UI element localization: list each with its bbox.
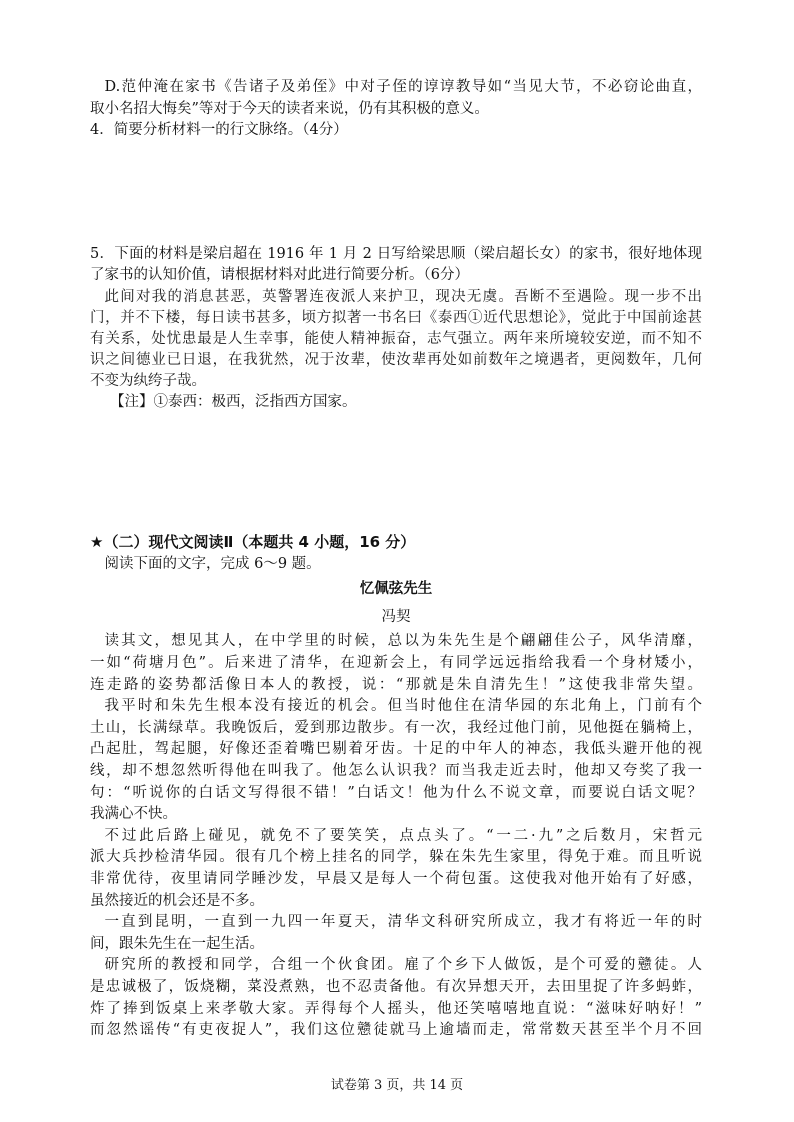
paragraph-line: 派大兵抄检清华园。很有几个榜上挂名的同学，躲在朱先生家里，得免于难。而且听说: [90, 849, 702, 866]
question-5-block: [90, 244, 702, 414]
paragraph-line: 研究所的教授和同学，合组一个伙食团。雇了个乡下人做饭，是个可爱的戆徒。人: [104, 957, 702, 974]
paragraph-line: 我平时和朱先生根本没有接近的机会。但当时他住在清华园的东北角上，门前有个: [104, 698, 702, 715]
paragraph-line: 土山，长满绿草。我晚饭后，爱到那边散步。有一次，我经过他门前，见他挺在躺椅上，: [90, 719, 702, 736]
paragraph: [90, 696, 702, 826]
paragraph-line: 间，跟朱先生在一起生活。: [90, 935, 264, 952]
letter-line: 此间对我的消息甚恶，英警署连夜派人来护卫，现决无虞。吾断不至遇险。现一步不出: [104, 288, 702, 305]
letter-line: 门，并不下楼，每日读书甚多，顷方拟著一书名曰《泰西①近代思想论》，觉此于中国前途甚: [90, 309, 702, 326]
paragraph-line: 一如“荷塘月色”。后来进了清华，在迎新会上，有同学远远指给我看一个身材矮小，: [90, 655, 702, 672]
paragraph-line: 不过此后路上碰见，就免不了要笑笑，点点头了。“一二·九”之后数月，宋哲元: [104, 827, 702, 844]
paragraph: [90, 912, 702, 955]
paragraph-line: 连走路的姿势都活像日本人的教授，说：“那就是朱自清先生！”这使我非常失望。: [90, 676, 702, 693]
paragraph-line: 而忽然谣传“有吏夜捉人”，我们这位戆徒就马上逾墙而走，常常数天甚至半个月不回: [90, 1022, 702, 1039]
letter-line: 识之间德业已日退，在我犹然，况于汝辈，使汝辈再处如前数年之境遇者，更阅数年，几何: [90, 352, 702, 369]
article-body: [90, 631, 702, 1041]
paragraph-line: 线，却不想忽然听得他在叫我了。他怎么认识我？而当我走近去时，他却又夸奖了我一: [90, 763, 702, 779]
letter-line: 有关系，处忧患最是人生幸事，能使人精神振奋，志气强立。两年来所境较安逆，而不知不: [90, 330, 702, 347]
option-d-line: 取小名招大悔矣”等对于今天的读者来说，仍有其积极的意义。: [90, 100, 489, 117]
option-d-block: [90, 77, 702, 120]
answer-space-question-4: [90, 142, 702, 244]
paragraph-line: 是忠诚极了，饭烧糊，菜没煮熟，也不忍责备他。有次异想天开，去田里捉了许多蚂蚱，: [90, 978, 702, 995]
question-5-line: 了家书的认知价值，请根据材料对此进行简要分析。（6分）: [90, 267, 469, 284]
paragraph-line: 虽然接近的机会还是不多。: [90, 892, 264, 909]
paragraph-line: 一直到昆明，一直到一九四一年夏天，清华文科研究所成立，我才有将近一年的时: [104, 914, 702, 931]
letter-line: 不变为纨绔子哉。: [90, 373, 206, 390]
reading-instruction: 阅读下面的文字，完成 6～9 题。: [104, 555, 321, 572]
paragraph: [90, 826, 702, 912]
section-heading: ★（二）现代文阅读Ⅱ（本题共 4 小题，16 分）: [90, 533, 416, 552]
paragraph-line: 炸了捧到饭桌上来孝敬大家。弄得每个人摇头，他还笑嘻嘻地直说：“滋味好呐好！”: [90, 1000, 702, 1017]
paragraph: [90, 631, 702, 696]
answer-space-question-5: [90, 414, 702, 532]
paragraph-line: 句：“听说你的白话文写得很不错！”白话文！他为什么不说文章，而要说白话文呢？: [90, 784, 702, 801]
modern-reading-section: [90, 532, 702, 1042]
liang-qichao-letter: [90, 287, 702, 393]
paragraph: [90, 955, 702, 1041]
annotation-note: 【注】①泰西：极西，泛指西方国家。: [110, 394, 357, 411]
paragraph-line: 我满心不快。: [90, 806, 177, 823]
page-footer: 试卷第 3 页，共 14 页: [330, 1078, 464, 1093]
exam-page-content: [90, 77, 702, 1042]
question-4: 4．简要分析材料一的行文脉络。（4分）: [90, 122, 348, 139]
option-d-line: D.范仲淹在家书《告诸子及弟侄》中对子侄的谆谆教导如“当见大节，不必窃论曲直，: [104, 79, 702, 95]
article-author: 冯契: [381, 609, 411, 626]
paragraph-line: 凸起肚，驾起腿，好像还歪着嘴巴剔着牙齿。十足的中年人的神态，我低头避开他的视: [90, 741, 702, 758]
question-5-line: 5．下面的材料是梁启超在 1916 年 1 月 2 日写给梁思顺（梁启超长女）的家书，很好地体现: [90, 246, 702, 263]
paragraph-line: 非常优待，夜里请同学睡沙发，早晨又是每人一个荷包蛋。这使我对他开始有了好感，: [90, 870, 702, 887]
paragraph-line: 读其文，想见其人，在中学里的时候，总以为朱先生是个翩翩佳公子，风华清靡，: [104, 633, 702, 650]
article-title: 忆佩弦先生: [359, 581, 433, 598]
